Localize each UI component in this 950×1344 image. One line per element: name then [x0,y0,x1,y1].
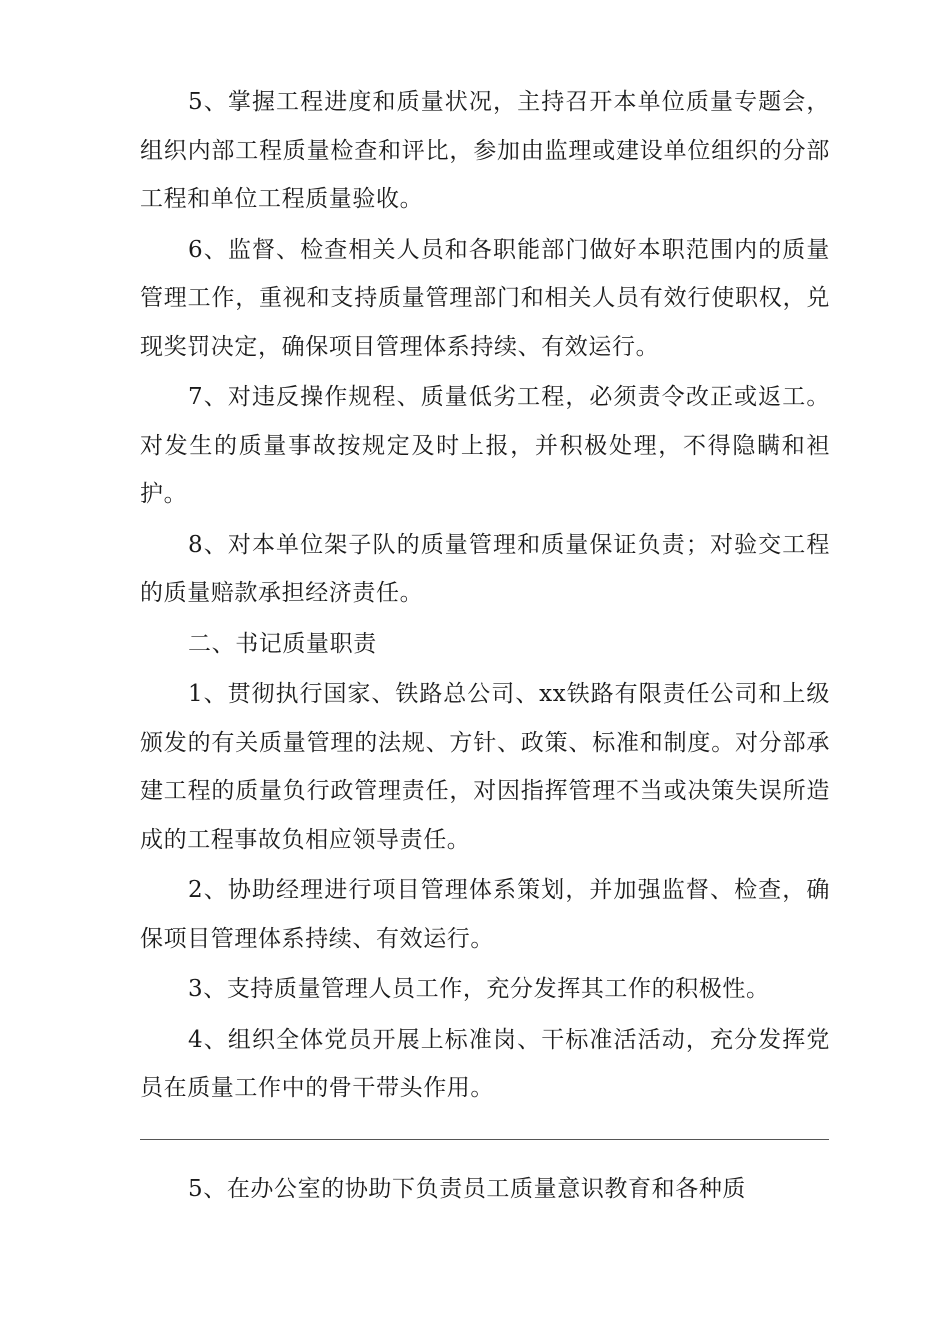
paragraph-item-7: 7、对违反操作规程、质量低劣工程，必须责令改正或返工。对发生的质量事故按规定及时上报，并积极处理，不得隐瞒和袒护。 [140,384,830,507]
paragraph-item-5: 5、掌握工程进度和质量状况，主持召开本单位质量专题会，组织内部工程质量检查和评比，参加由监理或建设单位组织的分部工程和单位工程质量验收。 [140,89,830,212]
page-body [140,78,830,1115]
paragraph-item-5-continued: 5、在办公室的协助下负责员工质量意识教育和各种质 [188,1176,747,1202]
page-break-divider [140,1139,829,1140]
paragraph-item-1: 1、贯彻执行国家、铁路总公司、xx铁路有限责任公司和上级颁发的有关质量管理的法规、方针、政策、标准和制度。对分部承建工程的质量负行政管理责任，对因指挥管理不当或决策失误所造成的工程事故负相应领导责任。 [140,681,830,853]
paragraph-item-8: 8、对本单位架子队的质量管理和质量保证负责；对验交工程的质量赔款承担经济责任。 [140,531,830,606]
next-page-body [140,1165,830,1214]
paragraph-item-4: 4、组织全体党员开展上标准岗、干标准活活动，充分发挥党员在质量工作中的骨干带头作用。 [140,1026,830,1101]
section-heading-secretary-duties: 二、书记质量职责 [188,630,377,657]
paragraph-item-3: 3、支持质量管理人员工作，充分发挥其工作的积极性。 [188,976,770,1002]
paragraph-item-2: 2、协助经理进行项目管理体系策划，并加强监督、检查，确保项目管理体系持续、有效运行。 [140,877,830,952]
paragraph-item-6: 6、监督、检查相关人员和各职能部门做好本职范围内的质量管理工作，重视和支持质量管理部门和相关人员有效行使职权，兑现奖罚决定，确保项目管理体系持续、有效运行。 [140,236,830,360]
